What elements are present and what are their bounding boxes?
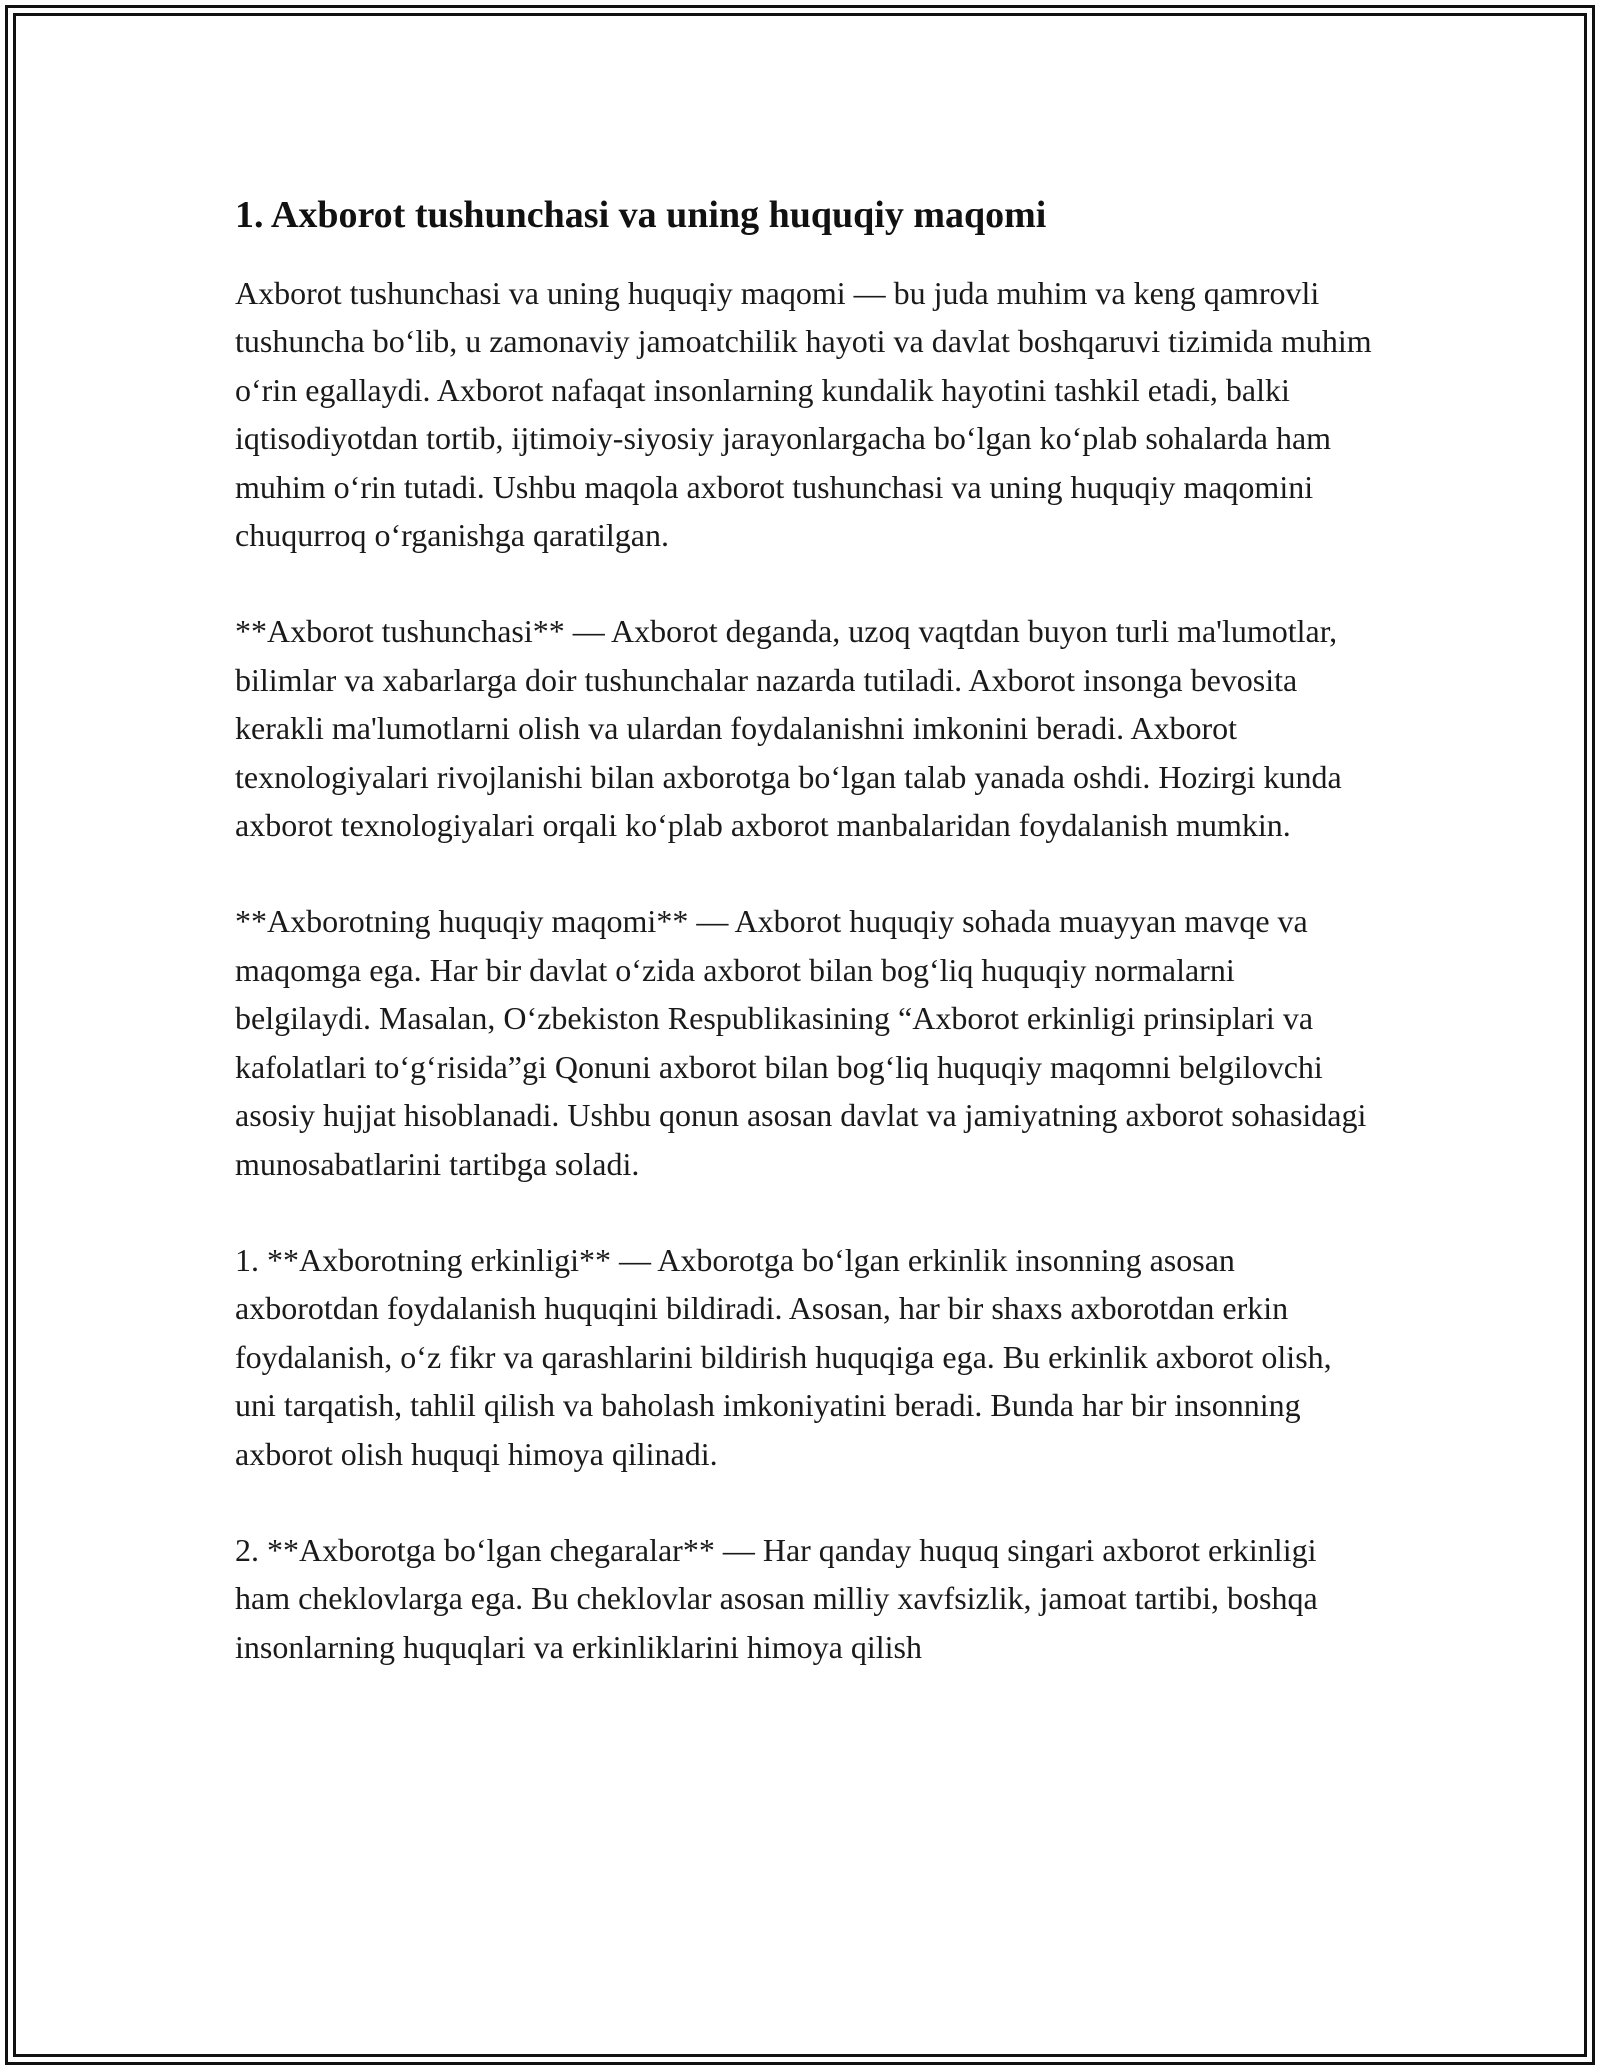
- document-page: [235, 185, 1375, 1719]
- concept-paragraph: **Axborot tushunchasi** — Axborot deganda, uzoq vaqtdan buyon turli ma'lumotlar, bilimlar va xabarlarga doir tushunchalar nazarda tutiladi. Axborot insonga bevosita kerakli ma'lumotlarni olish va ulardan foydalanishni imkonini beradi. Axborot texnologiyalari rivojlanishi bilan axborotga bo‘lgan talab yanada oshdi. Hozirgi kunda axborot texnologiyalari orqali ko‘plab axborot manbalaridan foydalanish mumkin.: [235, 613, 1342, 844]
- freedom-paragraph: 1. **Axborotning erkinligi** — Axborotga bo‘lgan erkinlik insonning asosan axborotdan foydalanish huquqini bildiradi. Asosan, har bir shaxs axborotdan erkin foydalanish, o‘z fikr va qarashlarini bildirish huquqiga ega. Bu erkinlik axborot olish, uni tarqatish, tahlil qilish va baholash imkoniyatini beradi. Bunda har bir insonning axborot olish huquqi himoya qilinadi.: [235, 1241, 1332, 1472]
- section-heading: 1. Axborot tushunchasi va uning huquqiy maqomi: [235, 194, 1047, 236]
- intro-paragraph: Axborot tushunchasi va uning huquqiy maqomi — bu juda muhim va keng qamrovli tushuncha bo‘lib, u zamonaviy jamoatchilik hayoti va davlat boshqaruvi tizimida muhim o‘rin egallaydi. Axborot nafaqat insonlarning kundalik hayotini tashkil etadi, balki iqtisodiyotdan tortib, ijtimoiy-siyosiy jarayonlargacha bo‘lgan ko‘plab sohalarda ham muhim o‘rin tutadi. Ushbu maqola axborot tushunchasi va uning huquqiy maqomini chuqurroq o‘rganishga qaratilgan.: [235, 275, 1372, 554]
- limits-paragraph: 2. **Axborotga bo‘lgan chegaralar** — Har qanday huquq singari axborot erkinligi ham cheklovlarga ega. Bu cheklovlar asosan milliy xavfsizlik, jamoat tartibi, boshqa insonlarning huquqlari va erkinliklarini himoya qilish: [235, 1531, 1318, 1665]
- legal-status-paragraph: **Axborotning huquqiy maqomi** — Axborot huquqiy sohada muayyan mavqe va maqomga ega. Har bir davlat o‘zida axborot bilan bog‘liq huquqiy normalarni belgilaydi. Masalan, O‘zbekiston Respublikasining “Axborot erkinligi prinsiplari va kafolatlari to‘g‘risida”gi Qonuni axborot bilan bog‘liq huquqiy maqomni belgilovchi asosiy hujjat hisoblanadi. Ushbu qonun asosan davlat va jamiyatning axborot sohasidagi munosabatlarini tartibga soladi.: [235, 903, 1367, 1182]
